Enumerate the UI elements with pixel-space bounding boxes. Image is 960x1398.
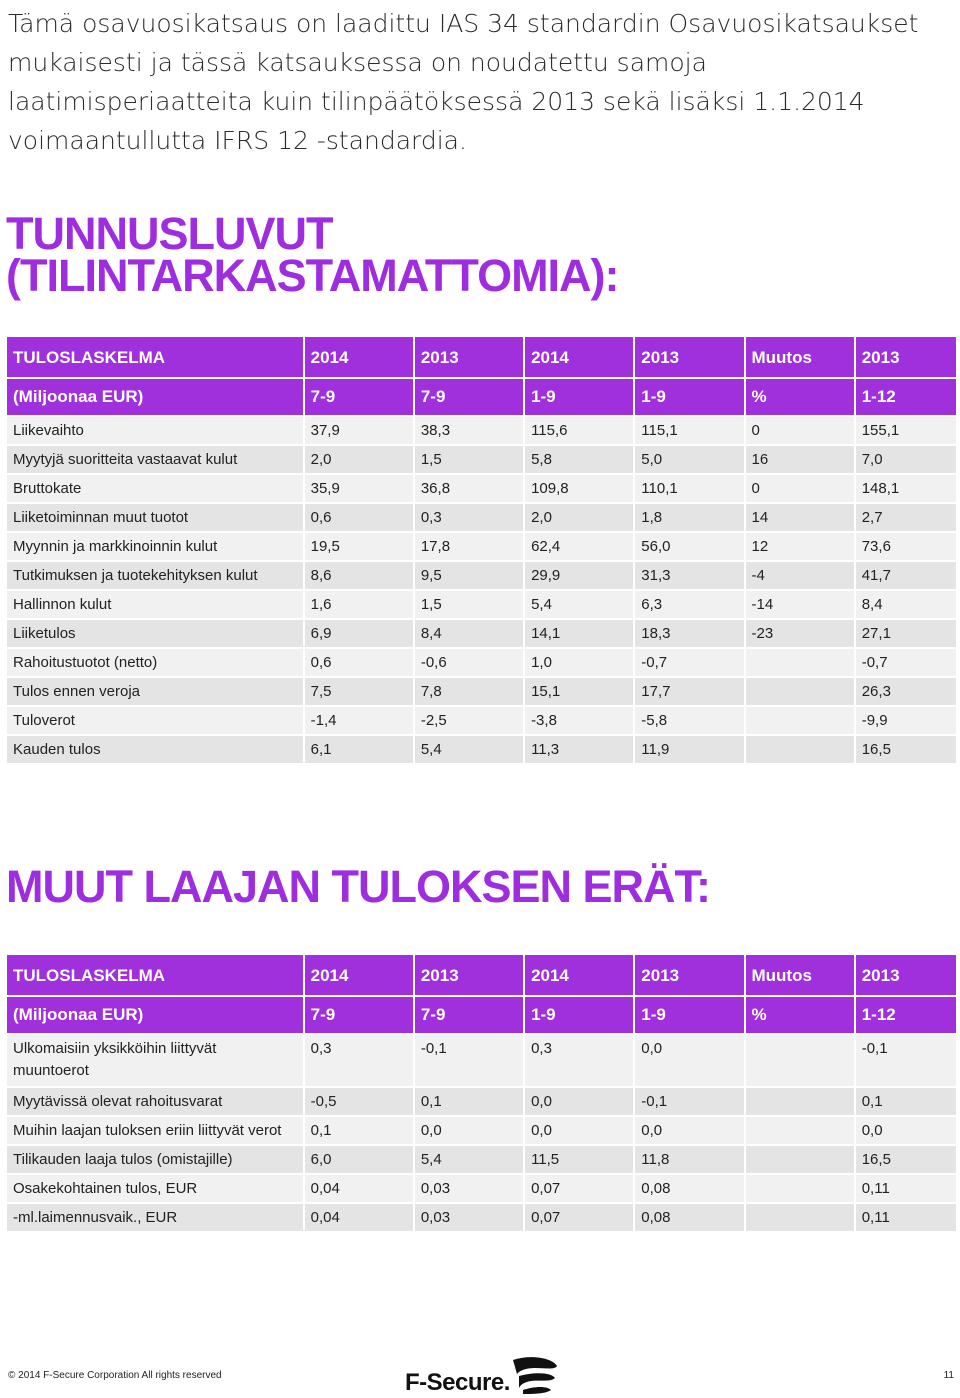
table-row (7, 736, 956, 763)
table-row (7, 562, 956, 589)
table-cell: -5,8 (635, 707, 743, 734)
table-cell: 9,5 (415, 562, 523, 589)
table-cell: -23 (746, 620, 854, 647)
table-cell: 0,1 (856, 1088, 956, 1115)
table-cell: 15,1 (525, 678, 633, 705)
table-cell: 11,8 (635, 1146, 743, 1173)
table-cell: 26,3 (856, 678, 956, 705)
table-cell: 0,03 (415, 1204, 523, 1231)
footer-copyright (8, 1370, 222, 1381)
table-cell: 5,0 (635, 446, 743, 473)
row-label-line-2: muuntoerot (13, 1062, 89, 1079)
table-row (7, 533, 956, 560)
table-cell: 1,5 (415, 446, 523, 473)
table-cell: 148,1 (856, 475, 956, 502)
table-cell: 0 (746, 417, 854, 444)
row-label: Myytyjä suoritteita vastaavat kulut (7, 446, 303, 473)
row-label: Liiketulos (7, 620, 303, 647)
subheader-cell: 1-12 (856, 379, 956, 415)
table-body (7, 417, 956, 763)
row-label: Tilikauden laaja tulos (omistajille) (7, 1146, 303, 1173)
row-label: Liikevaihto (7, 417, 303, 444)
table-cell: 38,3 (415, 417, 523, 444)
table-cell: 56,0 (635, 533, 743, 560)
subheader-cell: % (746, 997, 854, 1033)
subheader-cell: 1-9 (635, 379, 743, 415)
table-cell: -1,4 (305, 707, 413, 734)
table-cell: 0,1 (415, 1088, 523, 1115)
comprehensive-income-table (5, 953, 958, 1233)
table-cell: 115,6 (525, 417, 633, 444)
table-cell: 35,9 (305, 475, 413, 502)
table-cell: 37,9 (305, 417, 413, 444)
table-subheader-row (7, 997, 956, 1033)
subheader-cell: % (746, 379, 854, 415)
table-cell: 11,5 (525, 1146, 633, 1173)
header-cell: 2013 (415, 337, 523, 377)
table-cell: 6,3 (635, 591, 743, 618)
table-body (7, 1035, 956, 1231)
table-cell: 0,0 (525, 1088, 633, 1115)
table-header-row (7, 955, 956, 995)
table-cell: 0,0 (525, 1117, 633, 1144)
header-cell: 2013 (415, 955, 523, 995)
table-cell (746, 1175, 854, 1202)
header-cell: 2013 (635, 955, 743, 995)
table-cell: 0,1 (305, 1117, 413, 1144)
subheader-cell: 1-12 (856, 997, 956, 1033)
section-heading-key-figures (6, 208, 619, 301)
header-cell: 2014 (525, 955, 633, 995)
table-cell: 7,5 (305, 678, 413, 705)
table-cell: 2,0 (525, 504, 633, 531)
subheader-cell: (Miljoonaa EUR) (7, 379, 303, 415)
table-cell: 11,9 (635, 736, 743, 763)
table-row (7, 591, 956, 618)
row-label: Myynnin ja markkinoinnin kulut (7, 533, 303, 560)
table-cell: 8,6 (305, 562, 413, 589)
table-header-row (7, 337, 956, 377)
header-cell: Muutos (746, 337, 854, 377)
table-cell: -9,9 (856, 707, 956, 734)
table-cell: 0,11 (856, 1175, 956, 1202)
table-cell: 0,04 (305, 1204, 413, 1231)
table-cell: 0,3 (525, 1035, 633, 1086)
row-label: Kauden tulos (7, 736, 303, 763)
table-cell: -0,6 (415, 649, 523, 676)
table-cell: 6,1 (305, 736, 413, 763)
table-cell: 109,8 (525, 475, 633, 502)
table-cell: 5,4 (415, 736, 523, 763)
table-cell: -0,1 (635, 1088, 743, 1115)
row-label: Tuloverot (7, 707, 303, 734)
table-cell: 2,7 (856, 504, 956, 531)
header-cell: 2013 (856, 337, 956, 377)
table-cell: -14 (746, 591, 854, 618)
header-cell: TULOSLASKELMA (7, 955, 303, 995)
f-secure-logo (405, 1356, 565, 1396)
table-cell: 11,3 (525, 736, 633, 763)
table-row (7, 1088, 956, 1115)
subheader-cell: 1-9 (635, 997, 743, 1033)
header-cell: Muutos (746, 955, 854, 995)
table-cell: 0,0 (635, 1035, 743, 1086)
table-cell (746, 1204, 854, 1231)
table-cell: 1,6 (305, 591, 413, 618)
table-cell: 36,8 (415, 475, 523, 502)
row-label-line-1: Ulkomaisiin yksikköihin liittyvät (13, 1040, 217, 1057)
table-cell: -0,7 (856, 649, 956, 676)
table-cell: 18,3 (635, 620, 743, 647)
table-cell: 0,04 (305, 1175, 413, 1202)
table-cell: -3,8 (525, 707, 633, 734)
table-cell: 0,07 (525, 1204, 633, 1231)
table-row (7, 649, 956, 676)
table-cell: 0,3 (305, 1035, 413, 1086)
table-cell: 16,5 (856, 1146, 956, 1173)
table-cell: -0,1 (415, 1035, 523, 1086)
table-cell: 41,7 (856, 562, 956, 589)
table-cell: 16 (746, 446, 854, 473)
table-cell: -0,1 (856, 1035, 956, 1086)
table-row (7, 417, 956, 444)
row-label (7, 1035, 303, 1086)
table-row (7, 504, 956, 531)
table-row (7, 1175, 956, 1202)
table-cell: 31,3 (635, 562, 743, 589)
table-cell: 155,1 (856, 417, 956, 444)
table-cell: 5,8 (525, 446, 633, 473)
table-cell: 0,08 (635, 1204, 743, 1231)
header-cell: TULOSLASKELMA (7, 337, 303, 377)
table-cell: 17,8 (415, 533, 523, 560)
table-cell: 115,1 (635, 417, 743, 444)
table-cell (746, 1117, 854, 1144)
table-cell (746, 678, 854, 705)
table-cell: 73,6 (856, 533, 956, 560)
header-cell: 2013 (856, 955, 956, 995)
row-label: Liiketoiminnan muut tuotot (7, 504, 303, 531)
heading-line-2: (TILINTARKASTAMATTOMIA): (6, 250, 619, 301)
row-label: Bruttokate (7, 475, 303, 502)
table-subheader-row (7, 379, 956, 415)
table-cell: -0,5 (305, 1088, 413, 1115)
table-row (7, 620, 956, 647)
header-cell: 2014 (305, 337, 413, 377)
subheader-cell: 1-9 (525, 997, 633, 1033)
table-cell: 0,0 (415, 1117, 523, 1144)
subheader-cell: 7-9 (305, 379, 413, 415)
header-cell: 2014 (525, 337, 633, 377)
subheader-cell: 7-9 (305, 997, 413, 1033)
table-cell: 0,11 (856, 1204, 956, 1231)
table-cell: -0,7 (635, 649, 743, 676)
row-label: -ml.laimennusvaik., EUR (7, 1204, 303, 1231)
row-label: Osakekohtainen tulos, EUR (7, 1175, 303, 1202)
table-cell: 1,5 (415, 591, 523, 618)
table-cell: 14 (746, 504, 854, 531)
table-cell (746, 1035, 854, 1086)
table-cell: 16,5 (856, 736, 956, 763)
table-cell: 12 (746, 533, 854, 560)
row-label: Tutkimuksen ja tuotekehityksen kulut (7, 562, 303, 589)
table-row (7, 678, 956, 705)
copyright-icon: © (8, 1370, 16, 1381)
table-cell: 7,8 (415, 678, 523, 705)
table-cell: 62,4 (525, 533, 633, 560)
heading-line-1: TUNNUSLUVUT (6, 208, 333, 259)
subheader-cell: 1-9 (525, 379, 633, 415)
table-cell: -4 (746, 562, 854, 589)
table-cell (746, 1088, 854, 1115)
table-cell: 14,1 (525, 620, 633, 647)
table-cell: 6,0 (305, 1146, 413, 1173)
header-cell: 2014 (305, 955, 413, 995)
table-cell: 1,8 (635, 504, 743, 531)
table-cell: 0,07 (525, 1175, 633, 1202)
row-label: Rahoitustuotot (netto) (7, 649, 303, 676)
row-label: Muihin laajan tuloksen eriin liittyvät verot (7, 1117, 303, 1144)
subheader-cell: 7-9 (415, 997, 523, 1033)
table-row (7, 1035, 956, 1086)
table-cell: 0,0 (635, 1117, 743, 1144)
table-cell: 1,0 (525, 649, 633, 676)
table-cell: 0,6 (305, 649, 413, 676)
intro-paragraph: Tämä osavuosikatsaus on laadittu IAS 34 standardin Osavuosikatsaukset mukaisesti ja tässä katsauksessa on noudatettu samoja laatimisperiaatteita kuin tilinpäätöksessä 2013 sekä lisäksi 1.1.2014 voimaantullutta IFRS 12 -standardia. (8, 9, 919, 155)
table-cell: 0,3 (415, 504, 523, 531)
table-row (7, 1204, 956, 1231)
table-row (7, 446, 956, 473)
table-row (7, 1117, 956, 1144)
table-cell: 5,4 (525, 591, 633, 618)
table-cell: 27,1 (856, 620, 956, 647)
table-cell: 0,03 (415, 1175, 523, 1202)
table-cell: 6,9 (305, 620, 413, 647)
subheader-cell: (Miljoonaa EUR) (7, 997, 303, 1033)
row-label: Hallinnon kulut (7, 591, 303, 618)
table-cell: 8,4 (415, 620, 523, 647)
logo-text: F-Secure. (405, 1369, 510, 1396)
table-cell: 17,7 (635, 678, 743, 705)
table-cell: -2,5 (415, 707, 523, 734)
table-cell: 29,9 (525, 562, 633, 589)
copyright-text: 2014 F-Secure Corporation All rights reserved (18, 1370, 222, 1381)
subheader-cell: 7-9 (415, 379, 523, 415)
table-cell: 7,0 (856, 446, 956, 473)
table-cell: 5,4 (415, 1146, 523, 1173)
table-cell: 0,08 (635, 1175, 743, 1202)
income-statement-table (5, 335, 958, 765)
row-label: Myytävissä olevat rahoitusvarat (7, 1088, 303, 1115)
table-cell: 19,5 (305, 533, 413, 560)
row-label: Tulos ennen veroja (7, 678, 303, 705)
table-row (7, 475, 956, 502)
table-cell: 0,6 (305, 504, 413, 531)
table-cell (746, 649, 854, 676)
table-cell: 2,0 (305, 446, 413, 473)
table-cell: 0,0 (856, 1117, 956, 1144)
table-cell (746, 736, 854, 763)
section-heading-other-comprehensive: MUUT LAAJAN TULOKSEN ERÄT: (6, 861, 710, 912)
header-cell: 2013 (635, 337, 743, 377)
table-cell: 8,4 (856, 591, 956, 618)
table-row (7, 1146, 956, 1173)
table-row (7, 707, 956, 734)
table-cell: 110,1 (635, 475, 743, 502)
table-cell (746, 1146, 854, 1173)
table-cell: 0 (746, 475, 854, 502)
page-number: 11 (943, 1370, 954, 1381)
table-cell (746, 707, 854, 734)
